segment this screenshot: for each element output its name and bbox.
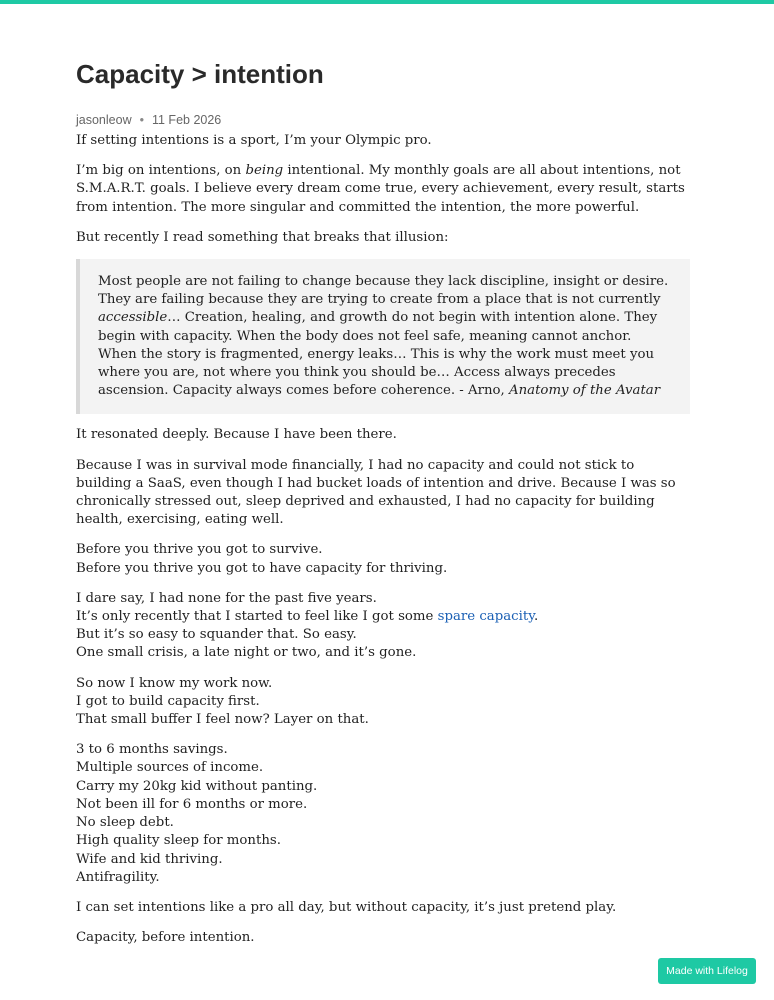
line: Wife and kid thriving. <box>76 851 223 867</box>
line: 3 to 6 months savings. <box>76 742 228 758</box>
post-title: Capacity > intention <box>76 59 324 89</box>
quote-source: Anatomy of the Avatar <box>509 383 661 399</box>
text-span: I’m big on intentions, on <box>76 163 246 179</box>
paragraph <box>76 162 690 217</box>
line: Before you thrive you got to survive. <box>76 542 323 558</box>
made-with-lifelog-button[interactable]: Made with Lifelog <box>658 958 756 984</box>
meta-separator: • <box>139 113 144 127</box>
text-span: … Creation, healing, and growth do not begin with intention alone. They begin with capacity. When the body does not feel safe, meaning cannot anchor. When the story is fragmented, energy leaks… This is why the work must meet you where you are, not where you think you should be… Access always precedes ascension. Capacity always comes before coherence. - Arno, <box>98 310 658 399</box>
post-date: 11 Feb 2026 <box>151 113 222 127</box>
spare-capacity-link[interactable]: spare capacity <box>437 609 534 625</box>
line: Not been ill for 6 months or more. <box>76 796 308 812</box>
paragraph <box>76 541 690 577</box>
quote-text <box>98 273 674 400</box>
text-span: Most people are not failing to change because they lack discipline, insight or desire. They are failing because they are trying to create from a place that is not currently <box>98 274 669 308</box>
line: Multiple sources of income. <box>76 760 264 776</box>
article <box>76 58 690 959</box>
line: One small crisis, a late night or two, and it’s gone. <box>76 645 417 661</box>
paragraph <box>76 590 690 663</box>
line: Carry my 20kg kid without panting. <box>76 778 318 794</box>
line: No sleep debt. <box>76 815 174 831</box>
line: I got to build capacity first. <box>76 693 260 709</box>
paragraph <box>76 741 690 887</box>
line: That small buffer I feel now? Layer on that. <box>76 712 369 728</box>
paragraph: But recently I read something that breaks that illusion: <box>76 229 449 245</box>
paragraph: It resonated deeply. Because I have been there. <box>76 427 397 443</box>
text-span: intentional. My monthly goals are all about intentions, not S.M.A.R.T. goals. I believe every dream come true, every achievement, every result, starts from intention. The more singular and committed the intention, the more powerful. <box>76 163 685 215</box>
line: High quality sleep for months. <box>76 833 281 849</box>
paragraph <box>76 675 690 730</box>
line: So now I know my work now. <box>76 675 273 691</box>
line: Antifragility. <box>76 869 160 885</box>
line: I dare say, I had none for the past five years. <box>76 590 377 606</box>
line: But it’s so easy to squander that. So easy. <box>76 627 357 643</box>
post-body <box>76 132 690 947</box>
paragraph: Capacity, before intention. <box>76 930 255 946</box>
line: It’s only recently that I started to feel like I got some <box>76 609 438 625</box>
blockquote <box>76 259 690 414</box>
line: Before you thrive you got to have capacity for thriving. <box>76 560 448 576</box>
paragraph: If setting intentions is a sport, I’m your Olympic pro. <box>76 133 432 148</box>
paragraph: I can set intentions like a pro all day, but without capacity, it’s just pretend play. <box>76 899 617 915</box>
top-accent-bar <box>0 0 774 4</box>
emphasis: being <box>245 163 284 179</box>
text-span: . <box>533 609 539 625</box>
author-name[interactable]: jasonleow <box>76 113 132 127</box>
paragraph: Because I was in survival mode financially, I had no capacity and could not stick to building a SaaS, even though I had bucket loads of intention and drive. Because I was so chronically stressed out, sleep deprived and exhausted, I had no capacity for building health, exercising, eating well. <box>76 457 676 528</box>
post-meta <box>76 112 690 128</box>
emphasis: accessible <box>98 310 168 326</box>
